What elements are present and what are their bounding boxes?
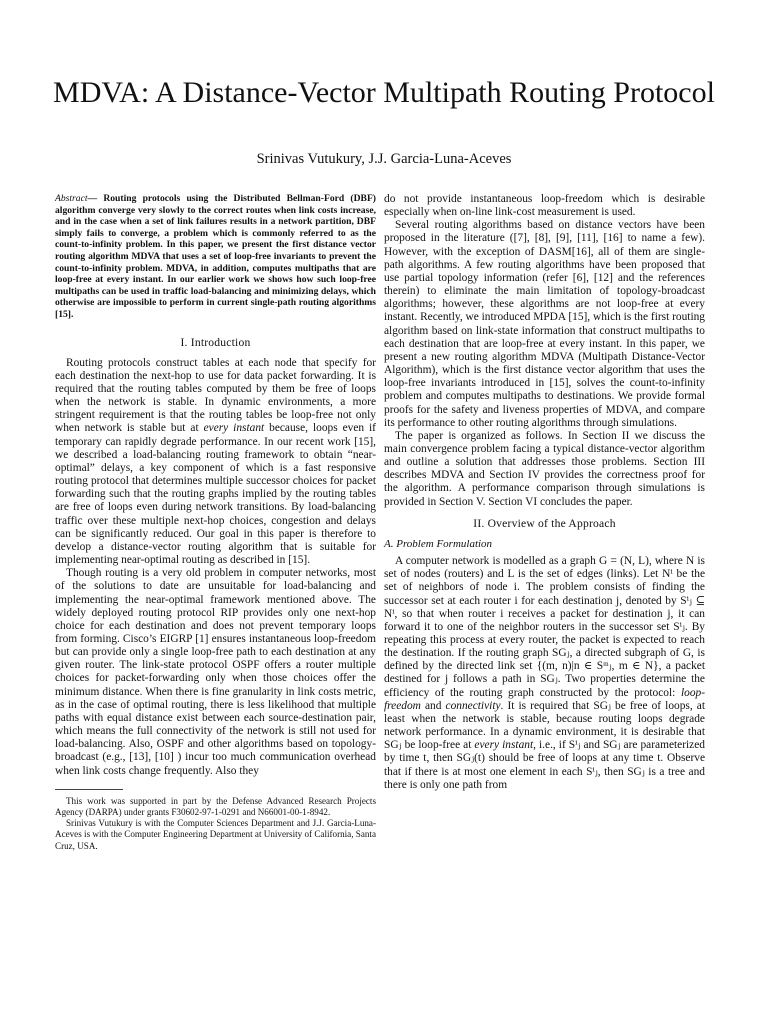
intro-paragraph-3: Several routing algorithms based on distance vectors have been proposed in the literature ([7], [8], [9], [11], [16] to name a few). However, with the exception of DASM[16], all of them are single-path algorithms. A few routing algorithms have been proposed that use partial topology information (refer [6], [12] and the references therein) to eliminate the main limitation of topology-broadcast algorithms; however, these algorithms are not loop-free at every instant. Recently, we introduced MPDA [15], which is the first routing algorithm based on link-state information that construct multipaths to each destination that are loop-free at every instant. In this paper, we present a new routing algorithm MDVA (Multipath Distance-Vector Algorithm), which is the first distance vector algorithm that uses the loop-free invariants introduced in [15], solves the count-to-infinity problem and computes multipaths to destinations. We provide formal proofs for the safety and liveness properties of MDVA, and compare its performance to other routing algorithms through simulations.	[384, 219, 705, 429]
intro-paragraph-continued: do not provide instantaneous loop-freedom which is desirable especially when on-line link-cost measurement is used.	[384, 193, 705, 219]
paper-title: MDVA: A Distance-Vector Multipath Routing Protocol	[53, 76, 715, 109]
emphasis-text: connectivity	[445, 699, 501, 712]
emphasis-text: loop-freedom	[384, 686, 705, 712]
text-run: , i.e., if Sⁱⱼ and SGⱼ are parameterized by time t, then SGⱼ(t) should be free of loops at any time t. Observe that if there is at most one element in each Sⁱⱼ, then SGⱼ is a tree and there is only one path from	[384, 739, 705, 791]
text-run: A computer network is modelled as a graph G = (N, L), where N is set of nodes (routers) and L is the set of edges (links). Let Nⁱ be the set of neighbors of node i. The problem consists of finding the successor set at each router i for each destination j, denoted by Sⁱⱼ ⊆ Nⁱ, so that when router i receives a packet for destination j, it can forward it to one of the neighbor routers in the successor set Sⁱⱼ. By repeating this process at every router, the packet is expected to reach the destination. If the routing graph SGⱼ, a directed subgraph of G, is defined by the directed link set {(m, n)|n ∈ Sᵐⱼ, m ∈ N}, a packet destined for j follows a path in SGⱼ. Two properties determine the efficiency of the routing graph constructed by the protocol:	[384, 555, 705, 699]
footnote-affiliations: Srinivas Vutukury is with the Computer Sciences Department and J.J. Garcia-Luna-Aceves is with the Computer Engineering Department at University of California, Santa Cruz, USA.	[55, 818, 376, 851]
right-column	[384, 193, 705, 792]
abstract-text: — Routing protocols using the Distributed Bellman-Ford (DBF) algorithm converge very slowly to the correct routes when link costs increase, and in the case when a set of link failures results in a network partition, DBF simply fails to converge, a problem which is commonly referred to as the count-to-infinity problem. In this paper, we present the first distance vector routing algorithm MDVA that uses a set of loop-free invariants to prevent the count-to-infinity problem. MDVA, in addition, computes multipaths that are loop-free at every instant. In our earlier work we shows how such loop-free multipaths can be used in traffic load-balancing and minimizing delays, which otherwise are impossible to perform in current single-path routing algorithms [15].	[55, 193, 376, 320]
footnotes	[55, 796, 376, 852]
section-heading-introduction: I. Introduction	[180, 335, 251, 349]
intro-paragraph-4: The paper is organized as follows. In Section II we discuss the main convergence problem facing a typical distance-vector algorithm and outline a solution that addresses those problems. Section III describes MDVA and Section IV provides the correctness proof for the algorithm. A performance comparison through simulations is provided in Section V. Section VI concludes the paper.	[384, 429, 705, 508]
abstract-label: Abstract	[55, 193, 88, 204]
footnote-funding: This work was supported in part by the Defense Advanced Research Projects Agency (DARPA) under grants F30602-97-1-0291 and N66001-00-1-8942.	[55, 795, 376, 817]
emphasis-text: every instant	[203, 422, 265, 435]
subsection-heading-problem-formulation: A. Problem Formulation	[384, 537, 493, 550]
text-run: and	[420, 699, 446, 712]
section-heading-overview: II. Overview of the Approach	[473, 516, 616, 530]
abstract	[55, 193, 376, 321]
text-run: because, loops even if temporary can rapidly degrade performance. In our recent work [15], we described a load-balancing routing framework to obtain “near-optimal” delays, a key component of which is a fast responsive routing protocol that determines multiple successor choices for packet forwarding such that the routing graphs implied by the routing tables are free of loops even during network transitions. By load-balancing traffic over these multiple next-hop choices, congestion and delays can be significantly reduced. Our goal in this paper is therefore to develop a distance-vector routing algorithm that is suitable for implementing near-optimal routing as described in [15].	[55, 422, 376, 567]
author-list: Srinivas Vutukury, J.J. Garcia-Luna-Aceves	[256, 151, 512, 167]
footnote-rule	[55, 789, 123, 790]
overview-paragraph-1	[384, 555, 705, 792]
intro-paragraph-2: Though routing is a very old problem in computer networks, most of the solutions to date are unsuitable for load-balancing and implementing the near-optimal framework mentioned above. The widely deployed routing protocol RIP provides only one next-hop choice for each destination and does not prevent temporary loops from forming. Cisco’s EIGRP [1] ensures instantaneous loop-freedom but can provide only a single loop-free path to each destination at any given router. The link-state protocol OSPF offers a router multiple choices for packet-forwarding only when those choices offer the minimum distance. When there is fine granularity in link costs metric, as in the case of optimal routing, there is less likelihood that multiple paths with equal distance exist between each source-destination pair, which means the full connectivity of the network is still not used for load-balancing. Also, OSPF and other algorithms based on topology-broadcast (e.g., [13], [10] ) incur too much communication overhead when link costs change frequently. Also they	[55, 567, 376, 777]
intro-paragraph-1	[55, 357, 376, 568]
emphasis-text: every instant	[474, 739, 534, 752]
text-run: . It is required that SGⱼ be free of loops, at least when the network is stable, because routing loops degrade network performance. In a dynamic environment, it is desirable that SGⱼ be loop-free at	[384, 699, 705, 752]
left-column	[55, 193, 376, 852]
text-run: Routing protocols construct tables at each node that specify for each destination the next-hop to use for data packet forwarding. It is required that the routing tables computed by them be free of loops when the network is stable. In dynamic environments, a more stringent requirement is that the routing tables be loop-free not only when network is stable but at	[55, 356, 376, 435]
